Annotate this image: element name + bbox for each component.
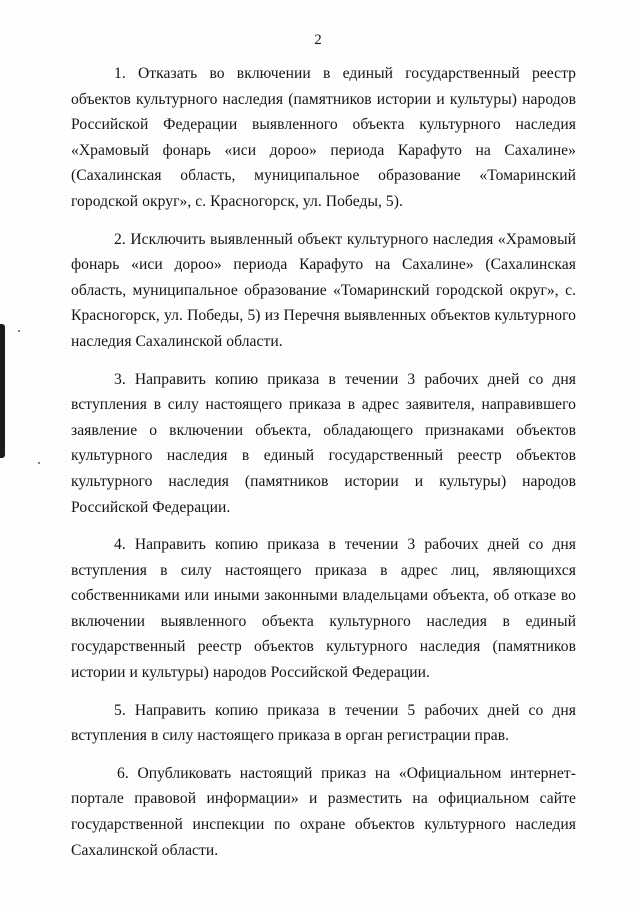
paragraph-2: 2. Исключить выявленный объект культурного наследия «Храмовый фонарь «иси дороо» периода Карафуто на Сахалине» (Сахалинская область, муниципальное образование «Томаринский городской округ», с. Красногорск, ул. Победы, 5) из Перечня выявленных объектов культурного наследия Сахалинской области. xyxy=(71,230,576,350)
scan-speck xyxy=(38,462,40,464)
paragraph-3: 3. Направить копию приказа в течении 3 рабочих дней со дня вступления в силу настоящего приказа в адрес заявителя, направившего заявление о включении объекта, обладающего признаками объектов культурного наследия в единый государственный реестр объектов культурного наследия (памятников истории и культуры) народов Российской Федерации. xyxy=(71,370,576,516)
paragraph-1: 1. Отказать во включении в единый государственный реестр объектов культурного наследия (памятников истории и культуры) народов Российской Федерации выявленного объекта культурного наследия «Храмовый фонарь «иси дороо» периода Карафуто на Сахалине» (Сахалинская область, муниципальное образование «Томаринский городской округ», с. Красногорск, ул. Победы, 5). xyxy=(71,65,576,210)
scan-edge-artifact xyxy=(0,324,5,458)
scan-speck xyxy=(18,330,20,332)
document-body xyxy=(71,61,576,875)
paragraph-4: 4. Направить копию приказа в течении 3 рабочих дней со дня вступления в силу настоящего приказа в адрес лиц, являющихся собственниками или иными законными владельцами объекта, об отказе во включении выявленного объекта культурного наследия в единый государственный реестр объектов культурного наследия (памятников истории и культуры) народов Российской Федерации. xyxy=(71,536,576,682)
paragraph-5: 5. Направить копию приказа в течении 5 рабочих дней со дня вступления в силу настоящего приказа в орган регистрации прав. xyxy=(71,701,576,745)
paragraph-6: 6. Опубликовать настоящий приказ на «Официальном интернет-портале правовой информации» и разместить на официальном сайте государственной инспекции по охране объектов культурного наследия Сахалинской области. xyxy=(71,764,576,859)
page-number: 2 xyxy=(314,32,322,48)
